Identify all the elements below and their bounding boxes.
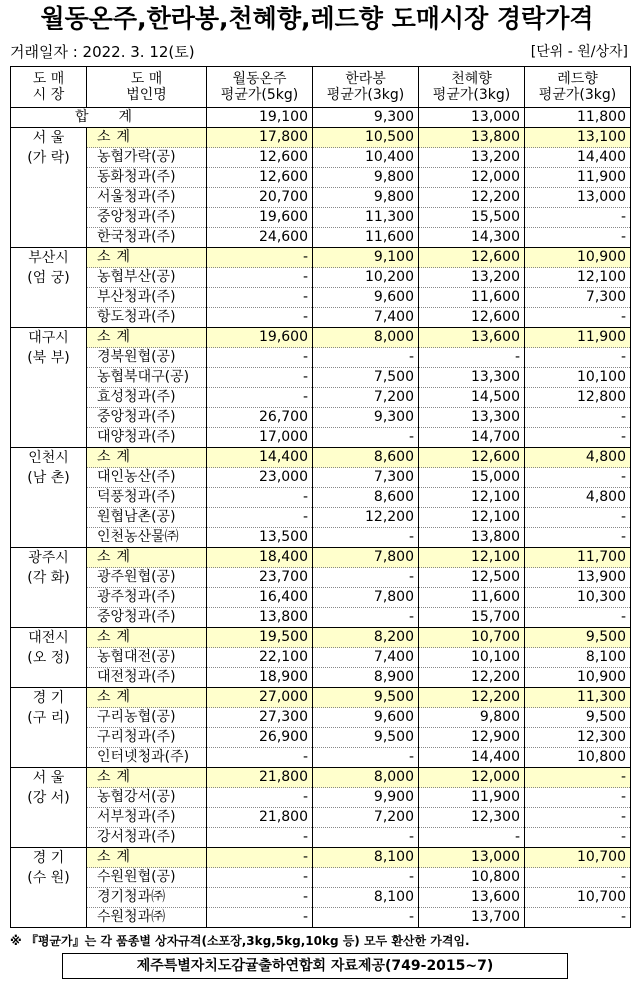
- price-cell: 20,700: [207, 188, 313, 208]
- header-col2: 한라봉 평균가(3kg): [313, 67, 419, 108]
- price-cell: 13,900: [525, 568, 631, 588]
- price-cell: 9,800: [313, 188, 419, 208]
- price-cell: 13,300: [419, 368, 525, 388]
- price-cell: 7,400: [313, 648, 419, 668]
- price-cell: 8,600: [313, 488, 419, 508]
- price-cell: 17,800: [207, 128, 313, 148]
- price-cell: -: [207, 868, 313, 888]
- total-row: [11, 108, 631, 128]
- table-row: [11, 268, 631, 288]
- price-cell: 10,800: [419, 868, 525, 888]
- price-cell: 10,200: [313, 268, 419, 288]
- price-cell: 13,100: [525, 128, 631, 148]
- price-cell: -: [207, 388, 313, 408]
- price-cell: -: [207, 508, 313, 528]
- table-row: [11, 908, 631, 928]
- subtotal-row: [11, 628, 631, 648]
- price-cell: 14,400: [207, 448, 313, 468]
- price-cell: 9,300: [313, 408, 419, 428]
- price-cell: 11,900: [525, 168, 631, 188]
- corp-name: 구리청과(주): [87, 728, 207, 748]
- table-row: [11, 288, 631, 308]
- total-value: 11,800: [525, 108, 631, 128]
- subtotal-label: 소계: [87, 328, 207, 348]
- price-cell: -: [525, 808, 631, 828]
- price-cell: 11,900: [525, 328, 631, 348]
- price-cell: 7,800: [313, 588, 419, 608]
- page-title: 월동온주,한라봉,천혜향,레드향 도매시장 경락가격: [40, 4, 594, 33]
- header-corp: 도 매 법인명: [87, 67, 207, 108]
- subtotal-label: 소계: [87, 248, 207, 268]
- price-cell: 4,800: [525, 488, 631, 508]
- subtotal-row: [11, 248, 631, 268]
- price-cell: 12,000: [419, 168, 525, 188]
- price-cell: 12,600: [207, 168, 313, 188]
- corp-name: 구리농협(공): [87, 708, 207, 728]
- corp-name: 광주청과(주): [87, 588, 207, 608]
- price-cell: -: [207, 788, 313, 808]
- price-cell: -: [207, 828, 313, 848]
- price-cell: 9,500: [313, 728, 419, 748]
- price-cell: -: [313, 348, 419, 368]
- price-cell: 12,000: [419, 768, 525, 788]
- price-cell: 9,800: [313, 168, 419, 188]
- price-cell: 12,600: [419, 308, 525, 328]
- price-cell: -: [525, 508, 631, 528]
- price-cell: -: [313, 908, 419, 928]
- trade-date: 거래일자 : 2022. 3. 12(토): [10, 43, 195, 61]
- market-name: 대구시 (북 부): [11, 328, 87, 448]
- header-col1: 월동온주 평균가(5kg): [207, 67, 313, 108]
- corp-name: 덕풍청과(주): [87, 488, 207, 508]
- table-row: [11, 368, 631, 388]
- price-cell: 11,300: [525, 688, 631, 708]
- total-label: 합계: [11, 108, 207, 128]
- price-cell: 10,700: [525, 848, 631, 868]
- price-cell: -: [313, 748, 419, 768]
- table-row: [11, 568, 631, 588]
- source-box: 제주특별자치도감귤출하연합회 자료제공(749-2015~7): [62, 953, 568, 979]
- price-cell: -: [525, 528, 631, 548]
- price-cell: 12,600: [419, 248, 525, 268]
- price-cell: 12,100: [419, 508, 525, 528]
- price-cell: 7,500: [313, 368, 419, 388]
- price-cell: 11,700: [525, 548, 631, 568]
- price-cell: 8,900: [313, 668, 419, 688]
- price-cell: 8,200: [313, 628, 419, 648]
- corp-name: 경기청과㈜: [87, 888, 207, 908]
- corp-name: 대양청과(주): [87, 428, 207, 448]
- header-row: [11, 67, 631, 108]
- price-cell: 9,100: [313, 248, 419, 268]
- corp-name: 인천농산물㈜: [87, 528, 207, 548]
- price-cell: 12,100: [419, 548, 525, 568]
- corp-name: 중앙청과(주): [87, 408, 207, 428]
- price-cell: -: [525, 348, 631, 368]
- price-cell: -: [525, 868, 631, 888]
- price-cell: 12,500: [419, 568, 525, 588]
- price-cell: 13,500: [207, 528, 313, 548]
- corp-name: 한국청과(주): [87, 228, 207, 248]
- price-cell: 13,800: [419, 128, 525, 148]
- price-cell: 13,200: [419, 148, 525, 168]
- corp-name: 농협강서(공): [87, 788, 207, 808]
- corp-name: 인터넷청과(주): [87, 748, 207, 768]
- price-cell: 21,800: [207, 768, 313, 788]
- price-cell: 19,600: [207, 208, 313, 228]
- price-cell: 27,000: [207, 688, 313, 708]
- price-cell: 12,300: [419, 808, 525, 828]
- corp-name: 수원원협(공): [87, 868, 207, 888]
- price-cell: 27,300: [207, 708, 313, 728]
- price-cell: 19,500: [207, 628, 313, 648]
- price-cell: 13,800: [419, 528, 525, 548]
- table-row: [11, 508, 631, 528]
- price-cell: 8,100: [525, 648, 631, 668]
- price-cell: 9,500: [525, 628, 631, 648]
- price-cell: 14,700: [419, 428, 525, 448]
- price-cell: 11,300: [313, 208, 419, 228]
- total-value: 13,000: [419, 108, 525, 128]
- price-cell: -: [207, 308, 313, 328]
- price-cell: 8,000: [313, 768, 419, 788]
- price-cell: 22,100: [207, 648, 313, 668]
- unit-label: [단위 - 원/상자]: [530, 44, 628, 60]
- price-cell: -: [313, 528, 419, 548]
- corp-name: 농협부산(공): [87, 268, 207, 288]
- price-cell: -: [525, 228, 631, 248]
- corp-name: 원협남촌(공): [87, 508, 207, 528]
- price-cell: -: [207, 288, 313, 308]
- price-cell: -: [207, 348, 313, 368]
- corp-name: 농협대전(공): [87, 648, 207, 668]
- table-row: [11, 488, 631, 508]
- corp-name: 농협가락(공): [87, 148, 207, 168]
- table-row: [11, 748, 631, 768]
- corp-name: 수원청과㈜: [87, 908, 207, 928]
- price-cell: 13,300: [419, 408, 525, 428]
- total-value: 9,300: [313, 108, 419, 128]
- price-cell: -: [313, 828, 419, 848]
- price-cell: 7,200: [313, 808, 419, 828]
- price-cell: 7,200: [313, 388, 419, 408]
- price-cell: 9,600: [313, 708, 419, 728]
- table-row: [11, 228, 631, 248]
- table-row: [11, 388, 631, 408]
- price-cell: 10,700: [419, 628, 525, 648]
- corp-name: 중앙청과(주): [87, 608, 207, 628]
- corp-name: 서부청과(주): [87, 808, 207, 828]
- table-row: [11, 208, 631, 228]
- price-cell: 10,500: [313, 128, 419, 148]
- subtotal-row: [11, 848, 631, 868]
- price-cell: -: [207, 908, 313, 928]
- price-cell: 12,600: [207, 148, 313, 168]
- price-cell: 12,900: [419, 728, 525, 748]
- subtotal-label: 소계: [87, 548, 207, 568]
- corp-name: 강서청과(주): [87, 828, 207, 848]
- market-name: 경 기 (구 리): [11, 688, 87, 768]
- table-row: [11, 348, 631, 368]
- price-cell: 12,200: [313, 508, 419, 528]
- market-name: 서 울 (가 락): [11, 128, 87, 248]
- price-cell: 13,600: [419, 888, 525, 908]
- table-row: [11, 708, 631, 728]
- price-cell: 12,800: [525, 388, 631, 408]
- price-cell: 7,300: [525, 288, 631, 308]
- subtotal-row: [11, 328, 631, 348]
- price-cell: 14,500: [419, 388, 525, 408]
- market-name: 부산시 (엄 궁): [11, 248, 87, 328]
- market-name: 대전시 (오 정): [11, 628, 87, 688]
- price-cell: 13,000: [419, 848, 525, 868]
- price-cell: 8,100: [313, 848, 419, 868]
- price-cell: -: [207, 848, 313, 868]
- subtotal-label: 소계: [87, 848, 207, 868]
- price-cell: 12,100: [419, 488, 525, 508]
- corp-name: 경북원협(공): [87, 348, 207, 368]
- subtotal-label: 소계: [87, 128, 207, 148]
- corp-name: 항도청과(주): [87, 308, 207, 328]
- price-cell: -: [525, 428, 631, 448]
- subtotal-label: 소계: [87, 768, 207, 788]
- price-cell: 8,600: [313, 448, 419, 468]
- price-cell: -: [313, 568, 419, 588]
- price-cell: -: [525, 908, 631, 928]
- corp-name: 중앙청과(주): [87, 208, 207, 228]
- price-cell: -: [525, 308, 631, 328]
- price-cell: -: [207, 488, 313, 508]
- table-row: [11, 188, 631, 208]
- price-cell: 7,300: [313, 468, 419, 488]
- price-cell: -: [207, 368, 313, 388]
- price-table: [10, 66, 631, 928]
- price-cell: 12,100: [525, 268, 631, 288]
- price-cell: 26,700: [207, 408, 313, 428]
- subtotal-row: [11, 128, 631, 148]
- price-cell: 12,200: [419, 668, 525, 688]
- price-cell: -: [313, 608, 419, 628]
- market-name: 경 기 (수 원): [11, 848, 87, 928]
- price-cell: 10,100: [419, 648, 525, 668]
- price-cell: -: [525, 828, 631, 848]
- price-cell: 9,600: [313, 288, 419, 308]
- table-row: [11, 308, 631, 328]
- price-cell: 26,900: [207, 728, 313, 748]
- header-col4: 레드향 평균가(3kg): [525, 67, 631, 108]
- corp-name: 효성청과(주): [87, 388, 207, 408]
- price-cell: 12,300: [525, 728, 631, 748]
- price-cell: 13,600: [419, 328, 525, 348]
- price-cell: -: [207, 888, 313, 908]
- corp-name: 대인농산(주): [87, 468, 207, 488]
- price-cell: 13,000: [525, 188, 631, 208]
- price-cell: 16,400: [207, 588, 313, 608]
- corp-name: 농협북대구(공): [87, 368, 207, 388]
- market-name: 인천시 (남 촌): [11, 448, 87, 548]
- table-row: [11, 608, 631, 628]
- price-cell: -: [207, 268, 313, 288]
- price-cell: -: [419, 348, 525, 368]
- table-row: [11, 428, 631, 448]
- subtotal-row: [11, 688, 631, 708]
- footnote: ※ 『평균가』는 각 품종별 상자규격(소포장,3kg,5kg,10kg 등) 모두 환산한 가격임.: [10, 934, 470, 948]
- price-cell: 10,300: [525, 588, 631, 608]
- price-cell: -: [525, 608, 631, 628]
- table-row: [11, 668, 631, 688]
- price-cell: 10,900: [525, 248, 631, 268]
- price-cell: 19,600: [207, 328, 313, 348]
- corp-name: 부산청과(주): [87, 288, 207, 308]
- price-cell: 4,800: [525, 448, 631, 468]
- price-cell: 12,200: [419, 188, 525, 208]
- price-cell: 15,000: [419, 468, 525, 488]
- price-cell: -: [419, 828, 525, 848]
- price-cell: 11,600: [313, 228, 419, 248]
- table-row: [11, 148, 631, 168]
- price-cell: 15,700: [419, 608, 525, 628]
- price-cell: 9,800: [419, 708, 525, 728]
- table-row: [11, 888, 631, 908]
- price-cell: 24,600: [207, 228, 313, 248]
- subtotal-row: [11, 768, 631, 788]
- total-value: 19,100: [207, 108, 313, 128]
- price-cell: 13,800: [207, 608, 313, 628]
- price-cell: 14,300: [419, 228, 525, 248]
- price-cell: 23,000: [207, 468, 313, 488]
- table-row: [11, 588, 631, 608]
- price-cell: 14,400: [525, 148, 631, 168]
- price-cell: 8,100: [313, 888, 419, 908]
- price-cell: 23,700: [207, 568, 313, 588]
- table-row: [11, 468, 631, 488]
- subtotal-label: 소계: [87, 448, 207, 468]
- price-cell: -: [313, 428, 419, 448]
- market-name: 서 울 (강 서): [11, 768, 87, 848]
- price-cell: 21,800: [207, 808, 313, 828]
- price-cell: 13,200: [419, 268, 525, 288]
- price-cell: 9,900: [313, 788, 419, 808]
- subtotal-label: 소계: [87, 688, 207, 708]
- price-cell: 15,500: [419, 208, 525, 228]
- price-cell: -: [313, 868, 419, 888]
- subtotal-row: [11, 448, 631, 468]
- price-cell: 18,400: [207, 548, 313, 568]
- price-cell: -: [207, 748, 313, 768]
- price-cell: -: [525, 208, 631, 228]
- price-cell: 12,600: [419, 448, 525, 468]
- price-cell: 7,400: [313, 308, 419, 328]
- price-cell: -: [525, 768, 631, 788]
- price-cell: 7,800: [313, 548, 419, 568]
- price-cell: 10,700: [525, 888, 631, 908]
- subtotal-row: [11, 548, 631, 568]
- corp-name: 동화청과(주): [87, 168, 207, 188]
- table-row: [11, 528, 631, 548]
- corp-name: 대전청과(주): [87, 668, 207, 688]
- table-row: [11, 168, 631, 188]
- price-cell: 17,000: [207, 428, 313, 448]
- price-cell: 11,900: [419, 788, 525, 808]
- price-cell: 10,900: [525, 668, 631, 688]
- market-name: 광주시 (각 화): [11, 548, 87, 628]
- table-row: [11, 828, 631, 848]
- price-cell: 8,000: [313, 328, 419, 348]
- price-cell: 18,900: [207, 668, 313, 688]
- corp-name: 서울청과(주): [87, 188, 207, 208]
- table-row: [11, 648, 631, 668]
- table-row: [11, 788, 631, 808]
- price-cell: -: [525, 788, 631, 808]
- table-row: [11, 868, 631, 888]
- price-cell: -: [525, 468, 631, 488]
- price-cell: 10,400: [313, 148, 419, 168]
- price-cell: 11,600: [419, 288, 525, 308]
- header-col3: 천혜향 평균가(3kg): [419, 67, 525, 108]
- price-cell: 9,500: [313, 688, 419, 708]
- price-cell: 12,200: [419, 688, 525, 708]
- price-cell: 10,800: [525, 748, 631, 768]
- subtotal-label: 소계: [87, 628, 207, 648]
- table-row: [11, 728, 631, 748]
- price-cell: 9,500: [525, 708, 631, 728]
- table-row: [11, 408, 631, 428]
- price-cell: 13,700: [419, 908, 525, 928]
- corp-name: 광주원협(공): [87, 568, 207, 588]
- header-market: 도 매 시 장: [11, 67, 87, 108]
- price-cell: 14,400: [419, 748, 525, 768]
- price-cell: 10,100: [525, 368, 631, 388]
- price-cell: 11,600: [419, 588, 525, 608]
- price-cell: -: [525, 408, 631, 428]
- price-cell: -: [207, 248, 313, 268]
- table-row: [11, 808, 631, 828]
